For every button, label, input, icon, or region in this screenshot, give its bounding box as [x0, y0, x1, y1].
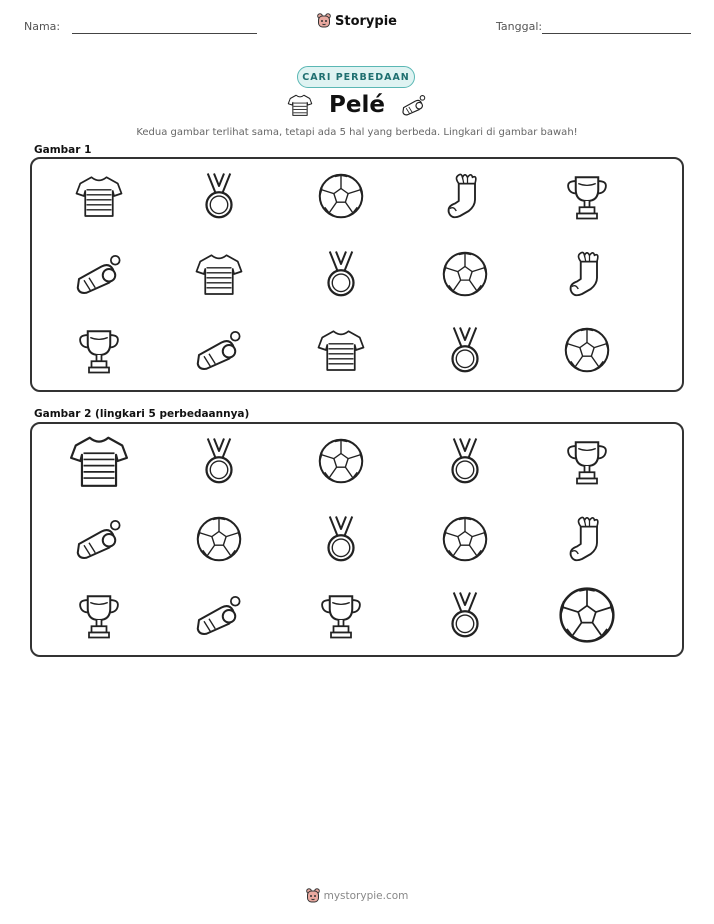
picture-1-panel: [30, 157, 684, 392]
sock-icon[interactable]: [562, 514, 612, 564]
ball-icon[interactable]: [316, 436, 366, 486]
instructions-text: Kedua gambar terlihat sama, tetapi ada 5 hal yang berbeda. Lingkari di gambar bawah!: [136, 127, 578, 138]
ball-icon: [440, 249, 490, 299]
page-title: Pelé: [329, 92, 385, 118]
sock-icon: [562, 249, 612, 299]
whistle-icon[interactable]: [194, 590, 244, 640]
ball-icon[interactable]: [556, 584, 618, 646]
shirt-icon[interactable]: [68, 430, 130, 492]
whistle-icon[interactable]: [74, 514, 124, 564]
ball-icon: [562, 325, 612, 375]
trophy-icon[interactable]: [562, 436, 612, 486]
ball-icon[interactable]: [440, 514, 490, 564]
activity-badge: CARI PERBEDAAN: [297, 66, 415, 88]
footer: [0, 888, 714, 908]
shirt-icon: [194, 249, 244, 299]
shirt-icon: [74, 171, 124, 221]
picture-2-panel[interactable]: [30, 422, 684, 657]
mascot-icon: [306, 888, 320, 904]
trophy-icon[interactable]: [316, 590, 366, 640]
brand-logo: [0, 13, 714, 33]
medal-icon: [194, 171, 244, 221]
trophy-icon: [562, 171, 612, 221]
medal-icon[interactable]: [316, 514, 366, 564]
trophy-icon[interactable]: [74, 590, 124, 640]
footer-site: mystorypie.com: [323, 890, 409, 902]
medal-icon: [316, 249, 366, 299]
medal-icon[interactable]: [194, 436, 244, 486]
medal-icon[interactable]: [440, 436, 490, 486]
trophy-icon: [74, 325, 124, 375]
medal-icon: [440, 325, 490, 375]
medal-icon[interactable]: [440, 590, 490, 640]
sock-icon: [440, 171, 490, 221]
name-field[interactable]: [72, 33, 257, 34]
shirt-icon: [316, 325, 366, 375]
panel-1-label: Gambar 1: [34, 144, 92, 156]
date-field[interactable]: [542, 33, 691, 34]
brand-name: Storypie: [335, 13, 397, 29]
ball-icon[interactable]: [194, 514, 244, 564]
whistle-icon: [194, 325, 244, 375]
mascot-icon: [317, 13, 331, 29]
panel-2-label: Gambar 2 (lingkari 5 perbedaannya): [34, 408, 250, 420]
name-label: Nama:: [24, 20, 61, 33]
whistle-icon: [400, 92, 428, 118]
date-label: Tanggal:: [496, 20, 543, 33]
whistle-icon: [74, 249, 124, 299]
ball-icon: [316, 171, 366, 221]
